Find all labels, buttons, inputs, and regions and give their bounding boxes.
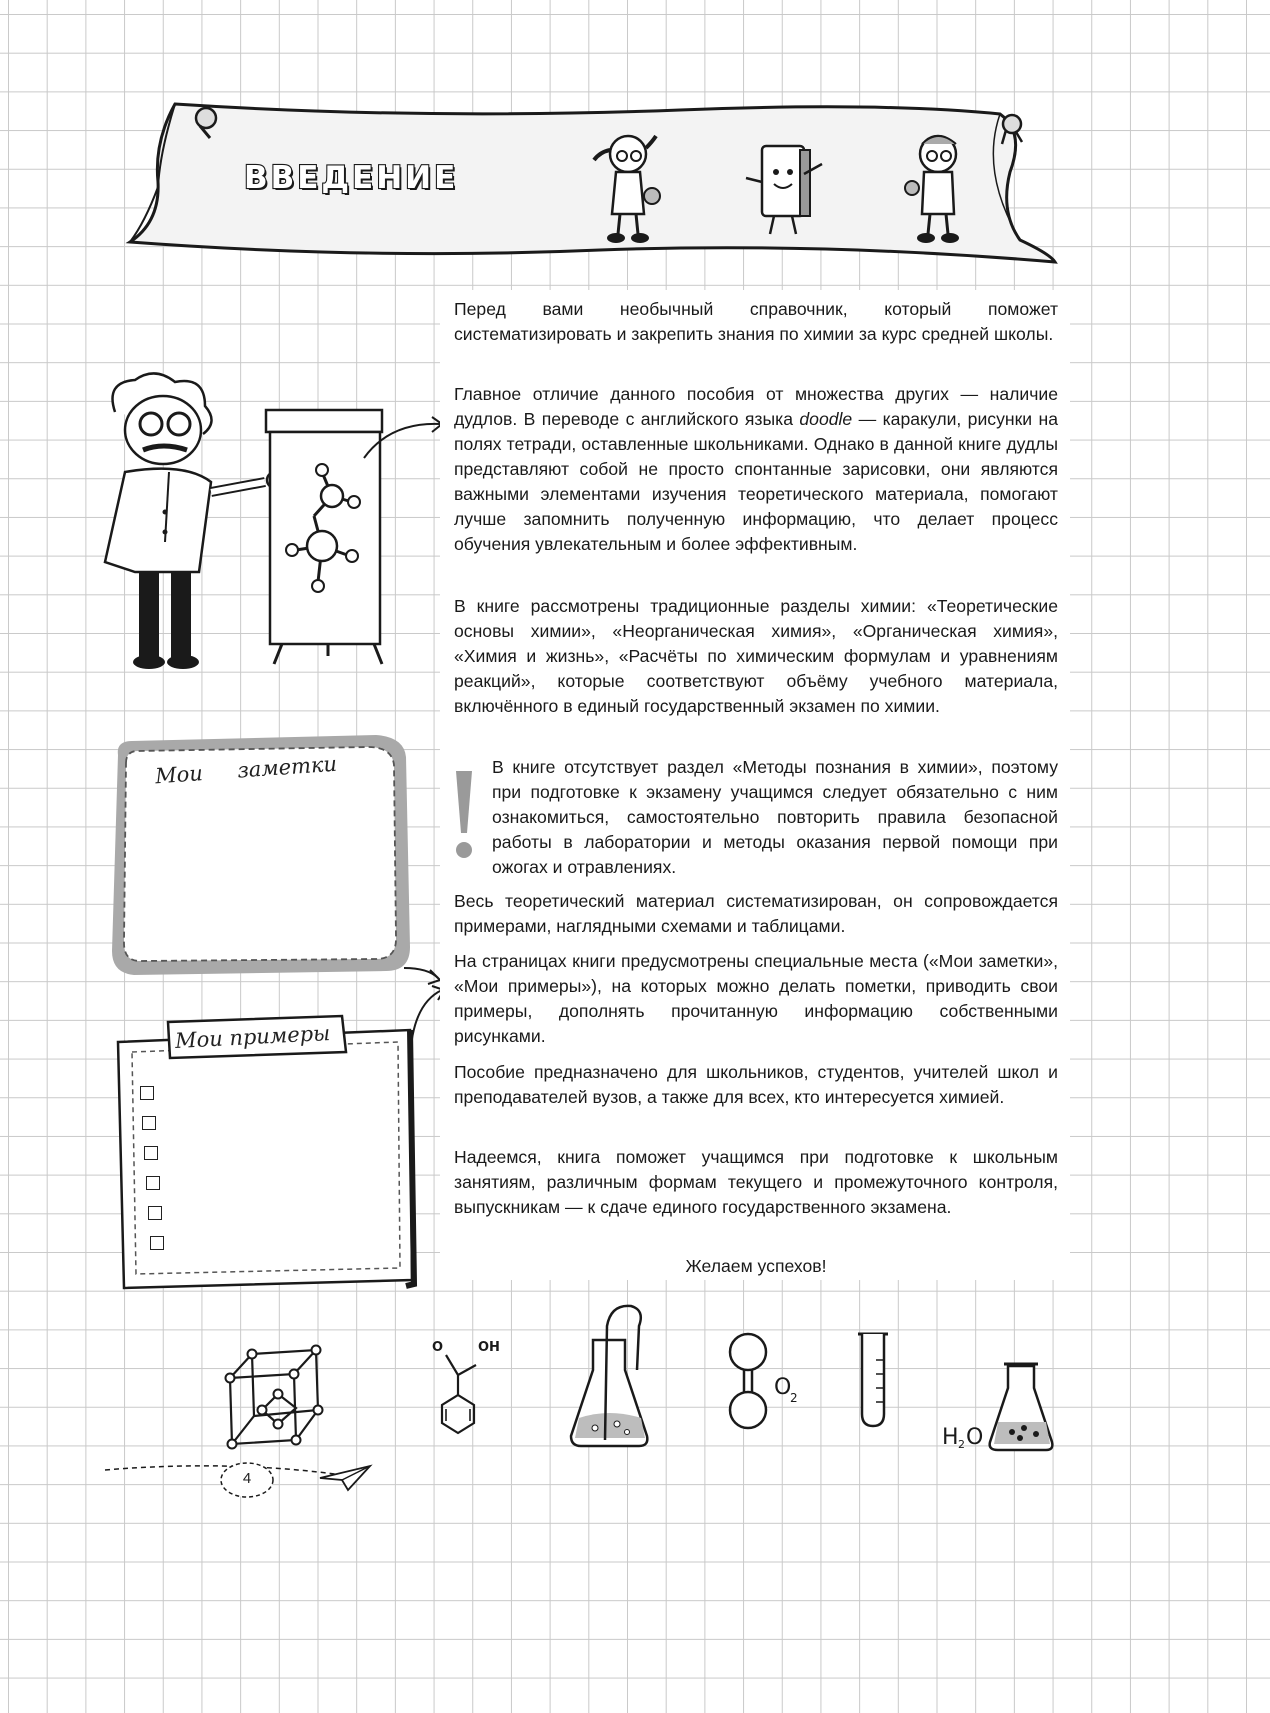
example-checkbox[interactable] <box>150 1236 164 1250</box>
examples-label: Мои примеры <box>174 1020 331 1054</box>
intro-paragraph-3: В книге рассмотрены традиционные разделы химии: «Теоретические основы химии», «Неорганическая химия», «Органическая химия», «Химия и жизнь», «Расчёты по химическим формулам и уравнениям реакций», которые соответствуют объёму учебного материала, включённого в единый государственный экзамен по химии. <box>454 596 1058 716</box>
intro-paragraph-5: На страницах книги предусмотрены специальные места («Мои заметки», «Мои примеры»), на которых можно делать пометки, приводить свои примеры, дополнять прочитанную информацию собственными рисунками. <box>454 951 1058 1046</box>
water-subscript: 2 <box>958 1438 965 1451</box>
oxygen-molecule-icon <box>722 1328 812 1438</box>
water-o-label: O <box>966 1425 984 1450</box>
benzoic-acid-icon <box>428 1335 518 1435</box>
example-checkbox[interactable] <box>146 1176 160 1190</box>
water-h-label: H <box>942 1425 959 1450</box>
intro-paragraph-4: Весь теоретический материал систематизирован, он сопровождается примерами, наглядными схемами и таблицами. <box>454 891 1058 936</box>
arrow-to-text-icon <box>360 412 450 462</box>
example-checkbox[interactable] <box>148 1206 162 1220</box>
acid-oxygen-label: O <box>432 1340 444 1355</box>
acid-oh-label: OH <box>478 1340 500 1355</box>
intro-paragraph-6: Пособие предназначено для школьников, студентов, учителей школ и преподавателей вузов, а также для всех, кто интересуется химией. <box>454 1062 1058 1107</box>
intro-paragraph-2: Главное отличие данного пособия от множества других — наличие дудлов. В переводе с английского языка doodle — каракули, рисунки на полях тетради, оставленные школьниками. Однако в данной книге дудлы представляют собой не просто спонтанные зарисовки, они являются важными элементами изучения теоретического материала, помогают лучше запомнить полученную информацию, что делает процесс обучения увлекательным и более эффективным. <box>454 384 1059 554</box>
intro-paragraph-7: Надеемся, книга поможет учащимся при подготовке к школьным занятиям, различным формам текущего и промежуточного контроля, выпускникам — к сдаче единого государственного экзамена. <box>454 1147 1058 1217</box>
boy-scientist-icon <box>898 122 978 247</box>
intro-paragraph-1: Перед вами необычный справочник, который поможет систематизировать и закрепить знания по химии за курс средней школы. <box>454 299 1058 344</box>
exclamation-icon <box>453 767 475 861</box>
notes-label: Мои заметки <box>154 751 338 789</box>
note-paragraph: В книге отсутствует раздел «Методы познания в химии», поэтому при подготовке к экзамену учащимся следует обязательно с ним ознакомиться, самостоятельно повторить правила безопасной работы в лаборатории и методы оказания первой помощи при ожогах и отравлениях. <box>492 757 1058 877</box>
page-number: 4 <box>242 1470 252 1487</box>
page-title: ВВЕДЕНИЕ <box>244 160 459 196</box>
pin-left-icon <box>188 104 228 144</box>
pin-right-icon <box>996 112 1036 152</box>
oxygen-subscript: 2 <box>790 1391 798 1405</box>
book-character-icon <box>740 138 830 243</box>
example-checkbox[interactable] <box>142 1116 156 1130</box>
doodle-term: doodle <box>799 409 853 429</box>
paper-plane-icon <box>318 1462 374 1492</box>
flask-with-tube-icon <box>565 1300 655 1450</box>
girl-scientist-icon <box>590 122 670 247</box>
example-checkbox[interactable] <box>140 1086 154 1100</box>
example-checkbox[interactable] <box>144 1146 158 1160</box>
oxygen-label: O <box>774 1375 792 1400</box>
closing-line: Желаем успехов! <box>685 1256 827 1276</box>
crystal-lattice-icon <box>222 1340 332 1450</box>
test-tube-icon <box>854 1330 894 1430</box>
water-flask-icon <box>942 1358 1062 1458</box>
